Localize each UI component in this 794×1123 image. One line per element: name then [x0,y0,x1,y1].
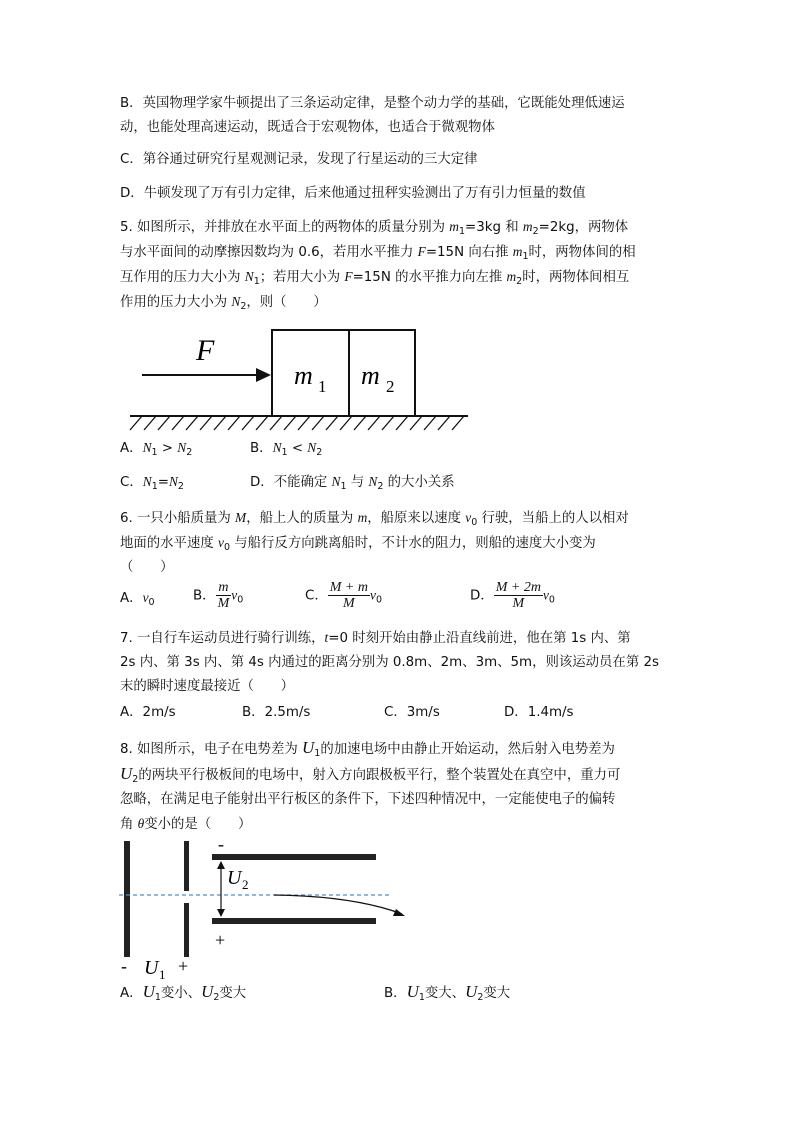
q8-option-a[interactable]: A．$U_1$变小、$U_2$变大 [120,982,247,1003]
q5-option-d[interactable]: D．不能确定 $N_1$ 与 $N_2$ 的大小关系 [250,474,455,492]
q7-option-c[interactable]: C．3m/s [384,705,440,720]
left-minus-sign: - [121,956,127,976]
q6-option-c[interactable]: C． $\frac{M + m}{M}$ $v_0$ [305,580,382,611]
left-accelerating-plate [124,841,130,957]
q7-stem: 7. 一自行车运动员进行骑行训练，t=0 时刻开始由静止沿直线前进，他在第 1s 内、第 2s 内、第 3s 内、第 4s 内通过的距离分别为 0.8m、2m、3m、5m，则该运动员在第 2s 末的瞬时速度最接近（ ） [120,630,659,694]
q4-option-c: C．第谷通过研究行星观测记录，发现了行星运动的三大定律 [120,152,478,167]
q8-diagram [114,836,414,984]
q6-stem: 6. 一只小船质量为 M，船上人的质量为 m，船原来以速度 $v_0$ 行驶，当船上的人以相对 地面的水平速度 $v_0$ 与船行反方向跳离船时，不计水的阻力，则船的速度大小变为 （ ） [120,510,629,575]
force-label: F [196,334,215,367]
lower-deflection-plate [212,918,376,924]
electron-trajectory [274,895,402,914]
q7-option-d[interactable]: D．1.4m/s [504,705,574,720]
trajectory-arrowhead [393,909,405,916]
q4-option-b: B．英国物理学家牛顿提出了三条运动定律，是整个动力学的基础，它既能处理低速运 动，也能处理高速运动，既适合于宏观物体，也适合于微观物体 [120,96,625,135]
u2-arrowhead-top [217,861,225,869]
u2-arrowhead-bottom [217,909,225,917]
right-accelerating-plate-lower [184,903,189,957]
q5-option-a[interactable]: A．$N_1 > N_2$ [120,440,193,458]
fraction: $\frac{m}{M}$ [217,580,230,611]
q6-option-a[interactable]: A．$v_0$ [120,590,155,608]
u2-label-sub: 2 [242,877,249,892]
right-accelerating-plate-upper [184,841,189,891]
q5-diagram [128,322,473,434]
block-m1-label: m [294,361,313,390]
block-m2-label: m [361,361,380,390]
q7-option-b[interactable]: B．2.5m/s [242,705,311,720]
fraction: $\frac{M + 2m}{M}$ [495,580,541,611]
force-arrowhead [256,368,271,382]
upper-deflection-plate [212,854,376,860]
block-m2-sub: 2 [386,377,395,396]
block-m1-sub: 1 [318,377,327,396]
left-plus-sign: + [178,956,189,976]
q8-option-b[interactable]: B．$U_1$变大、$U_2$变大 [384,982,511,1003]
q5-option-b[interactable]: B．$N_1 < N_2$ [250,440,323,458]
u1-label: U [144,957,159,979]
fraction: $\frac{M + m}{M}$ [329,580,368,611]
q7-option-a[interactable]: A．2m/s [120,705,176,720]
top-minus-sign: - [218,836,224,854]
ground-hatching [130,416,464,430]
bottom-plus-sign: + [215,930,226,950]
q5-stem: 5. 如图所示，并排放在水平面上的两物体的质量分别为 $m_1=3kg$ 和 $m_2=2kg$，两物体 与水平面间的动摩擦因数均为 0.6，若用水平推力 F=15N 向右推 $m_1$时，两物体间的相 互作用的压力大小为 $N_1$；若用大小为 F=15N 的水平推力向左推 $m_2$时，两物体间相互 作用的压力大小为 $N_2$，则（ ） [120,219,636,312]
q8-stem: 8. 如图所示，电子在电势差为 $U_1$的加速电场中由静止开始运动，然后射入电势差为 $U_2$的两块平行极板间的电场中，射入方向跟极板平行，整个装置处在真空中，重力可 忽略，在满足电子能射出平行板区的条件下，下述四种情况中，一定能使电子的偏转 角 θ变小的是（ ） [120,738,621,832]
q4-option-d: D．牛顿发现了万有引力定律，后来他通过扭秤实验测出了万有引力恒量的数值 [120,186,586,201]
block-m2 [349,330,415,416]
q5-option-c[interactable]: C．$N_1=N_2$ [120,474,184,492]
q6-option-d[interactable]: D． $\frac{M + 2m}{M}$ $v_0$ [470,580,555,611]
u1-label-sub: 1 [159,967,166,982]
u2-label: U [227,867,242,889]
q6-option-b[interactable]: B． $\frac{m}{M}$ $v_0$ [193,580,244,611]
